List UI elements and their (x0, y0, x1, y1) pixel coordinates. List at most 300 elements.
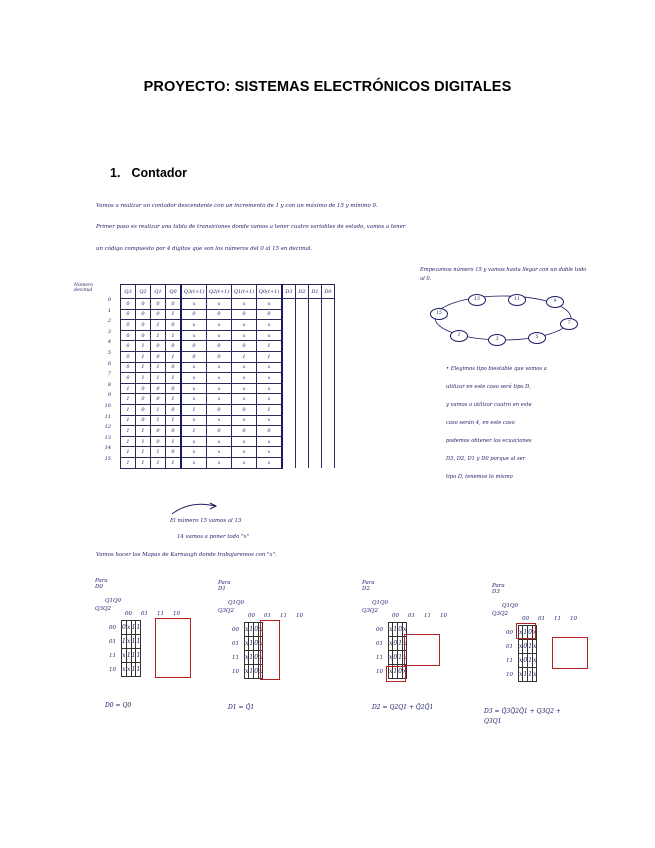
table-cell: x (232, 330, 257, 341)
table-cell: x (207, 362, 232, 373)
karnaugh-cell: 0 (523, 640, 528, 654)
karnaugh-cell: x (403, 665, 407, 679)
table-row (121, 447, 335, 458)
table-cell: x (232, 373, 257, 384)
table-cell (282, 320, 296, 331)
table-cell: 0 (136, 320, 151, 331)
table-cell (322, 341, 335, 352)
decimal-column (79, 297, 111, 467)
table-row (121, 457, 335, 468)
decimal-value: 3 (107, 328, 111, 335)
karnaugh-group (552, 637, 588, 669)
karnaugh-cell: x (245, 637, 249, 651)
table-cell: 1 (121, 426, 136, 437)
table-cell: 1 (257, 351, 283, 362)
table-cell: 0 (136, 383, 151, 394)
karnaugh-row-header: 10 (109, 667, 116, 673)
table-cell: x (257, 320, 283, 331)
karnaugh-row-label: Q3Q2 (362, 608, 379, 614)
transition-table (120, 284, 335, 469)
karnaugh-col-header: 00 (125, 611, 132, 617)
table-cell (282, 457, 296, 468)
table-cell (322, 415, 335, 426)
table-cell (322, 383, 335, 394)
table-cell: 1 (121, 457, 136, 468)
table-cell: x (207, 320, 232, 331)
karnaugh-cell: x (533, 668, 537, 682)
table-cell (309, 426, 322, 437)
table-cell: x (257, 330, 283, 341)
karnaugh-cell: 0 (523, 654, 528, 668)
karnaugh-cell: 1 (393, 665, 398, 679)
karnaugh-row-header: 10 (376, 669, 383, 675)
table-cell (296, 373, 309, 384)
table-cell: 0 (136, 309, 151, 320)
table-cell: 0 (232, 404, 257, 415)
page-title: PROYECTO: SISTEMAS ELECTRÓNICOS DIGITALES (143, 79, 512, 95)
karnaugh-cell: 1 (122, 635, 127, 649)
table-cell: 0 (121, 362, 136, 373)
karnaugh-col-label: Q1Q0 (105, 598, 122, 604)
karnaugh-col-header: 10 (173, 611, 180, 617)
table-cell (322, 330, 335, 341)
table-cell (322, 457, 335, 468)
karnaugh-col-header: 11 (424, 613, 431, 619)
karnaugh-row-header: 01 (376, 641, 383, 647)
table-cell: 1 (136, 362, 151, 373)
karnaugh-col-label: Q1Q0 (228, 600, 245, 606)
table-cell (296, 383, 309, 394)
table-cell: 0 (136, 299, 151, 310)
karnaugh-row-header: 11 (506, 658, 513, 664)
table-cell: 1 (257, 341, 283, 352)
table-cell: x (257, 436, 283, 447)
decimal-value: 12 (104, 424, 111, 431)
karnaugh-equation: D0 = Q0 (105, 702, 132, 709)
karnaugh-col-label: Q1Q0 (372, 600, 389, 606)
table-cell: 0 (121, 330, 136, 341)
karnaugh-cell: x (259, 623, 263, 637)
table-row (121, 330, 335, 341)
karnaugh-row-header: 01 (232, 641, 239, 647)
table-cell (282, 362, 296, 373)
table-cell (296, 351, 309, 362)
table-cell: 0 (181, 351, 207, 362)
karnaugh-cell: 1 (136, 663, 141, 677)
table-cell: 1 (151, 373, 166, 384)
table-header-cell: Q1(t+1) (232, 285, 257, 299)
table-row (121, 362, 335, 373)
table-row (121, 436, 335, 447)
karnaugh-cell: x (519, 668, 523, 682)
table-cell: 0 (151, 341, 166, 352)
karnaugh-cell: 1 (393, 623, 398, 637)
karnaugh-group (260, 620, 280, 680)
table-row (121, 426, 335, 437)
table-cell: 0 (207, 309, 232, 320)
side-note-line: D3, D2, D1 y D0 porque al ser (446, 456, 526, 462)
note-line-3: un código compuesto por 4 dígitos que son los números del 0 al 15 en decimal. (96, 246, 313, 252)
karnaugh-cell: 1 (136, 649, 141, 663)
table-cell: 0 (207, 426, 232, 437)
karnaugh-cell: x (259, 651, 263, 665)
karnaugh-group (155, 618, 191, 678)
decimal-column-label: Número decimal (74, 283, 94, 293)
table-cell: 0 (166, 362, 182, 373)
karnaugh-cell: 0 (393, 651, 398, 665)
table-cell: x (181, 457, 207, 468)
table-cell (309, 330, 322, 341)
table-cell: 0 (166, 447, 182, 458)
table-cell: x (181, 320, 207, 331)
karnaugh-cell: 1 (131, 621, 136, 635)
karnaugh-row-header: 11 (109, 653, 116, 659)
table-cell: 1 (151, 457, 166, 468)
table-note-2: 14 vamos a poner todo "x" (177, 534, 250, 540)
table-cell: 1 (136, 341, 151, 352)
section-label: Contador (131, 166, 188, 180)
karnaugh-cell: 1 (398, 651, 403, 665)
table-header-cell: D1 (309, 285, 322, 299)
karnaugh-cell: x (245, 623, 249, 637)
table-header-cell: D2 (296, 285, 309, 299)
table-header-cell: Q2(t+1) (207, 285, 232, 299)
karnaugh-row-header: 00 (506, 630, 513, 636)
table-cell: 1 (121, 404, 136, 415)
karnaugh-cell: x (519, 654, 523, 668)
table-cell (322, 299, 335, 310)
state-node: 7 (560, 318, 578, 330)
table-cell: x (232, 362, 257, 373)
table-cell: 1 (166, 309, 182, 320)
karnaugh-row-header: 11 (232, 655, 239, 661)
table-cell: x (181, 415, 207, 426)
table-cell: x (257, 383, 283, 394)
table-cell: 0 (232, 426, 257, 437)
karnaugh-col-header: 01 (141, 611, 148, 617)
table-cell: 0 (166, 320, 182, 331)
table-row (121, 415, 335, 426)
table-row (121, 383, 335, 394)
table-cell (296, 404, 309, 415)
table-cell: x (207, 436, 232, 447)
table-cell: x (181, 383, 207, 394)
decimal-value: 6 (107, 360, 111, 367)
note-line-1: Vamos a realizar un contador descendente con un incremento de 1 y con un máximo de 15 y mínimo 0. (96, 203, 378, 209)
table-header-cell: Q3 (121, 285, 136, 299)
state-node: 9 (546, 296, 564, 308)
karnaugh-cell: x (126, 635, 131, 649)
karnaugh-row-label: Q3Q2 (218, 608, 235, 614)
karnaugh-cell: x (403, 623, 407, 637)
karnaugh-col-header: 10 (570, 616, 577, 622)
table-cell (322, 351, 335, 362)
side-note-line: utilizar en este caso será tipo D, (446, 384, 531, 390)
karnaugh-cell: 0 (398, 623, 403, 637)
table-cell: x (207, 415, 232, 426)
arrow-icon (170, 498, 220, 518)
karnaugh-col-header: 10 (440, 613, 447, 619)
table-cell (296, 362, 309, 373)
decimal-value: 5 (107, 349, 111, 356)
karnaugh-cell: x (519, 640, 523, 654)
table-cell: x (232, 457, 257, 468)
table-cell (309, 373, 322, 384)
table-cell: 0 (121, 309, 136, 320)
decimal-value: 7 (107, 371, 111, 378)
table-cell: x (181, 330, 207, 341)
table-cell: 1 (166, 330, 182, 341)
karnaugh-cell: 1 (249, 637, 254, 651)
karnaugh-cell: 1 (528, 668, 533, 682)
table-cell: 1 (151, 447, 166, 458)
table-cell: 1 (136, 351, 151, 362)
table-cell: x (257, 299, 283, 310)
side-note-line: • Elegimos tipo biestable que vamos a (446, 366, 547, 372)
table-cell: x (257, 362, 283, 373)
karnaugh-cell: 1 (249, 623, 254, 637)
table-cell: x (257, 394, 283, 405)
karnaugh-cell: x (389, 665, 393, 679)
table-cell (309, 436, 322, 447)
karnaugh-col-header: 10 (296, 613, 303, 619)
table-cell: 0 (257, 309, 283, 320)
table-cell: x (207, 457, 232, 468)
table-cell: 0 (151, 309, 166, 320)
table-cell: 0 (151, 299, 166, 310)
karnaugh-cell: x (259, 637, 263, 651)
karnaugh-col-header: 00 (392, 613, 399, 619)
table-cell (322, 309, 335, 320)
table-cell (296, 447, 309, 458)
table-cell (296, 415, 309, 426)
table-row (121, 299, 335, 310)
decimal-value: 15 (104, 455, 111, 462)
section-heading (110, 166, 187, 180)
table-cell: 1 (181, 404, 207, 415)
table-cell: 1 (136, 373, 151, 384)
table-cell (322, 447, 335, 458)
table-cell: 0 (166, 404, 182, 415)
table-cell: 1 (166, 415, 182, 426)
table-cell (282, 299, 296, 310)
decimal-value: 9 (107, 392, 111, 399)
table-cell: 0 (232, 309, 257, 320)
karnaugh-cell: 0 (122, 621, 127, 635)
table-cell: 1 (136, 447, 151, 458)
karnaugh-cell: x (126, 621, 131, 635)
table-cell (296, 426, 309, 437)
table-cell: 0 (151, 436, 166, 447)
table-cell (296, 394, 309, 405)
table-cell: 0 (151, 383, 166, 394)
table-cell: x (181, 394, 207, 405)
karnaugh-cell: x (122, 649, 127, 663)
karnaugh-cell: 0 (254, 665, 259, 679)
table-cell (322, 426, 335, 437)
table-cell: 1 (121, 447, 136, 458)
karnaugh-cell: x (403, 637, 407, 651)
table-cell (309, 447, 322, 458)
karnaugh-row-header: 11 (376, 655, 383, 661)
karnaugh-cell: 0 (254, 637, 259, 651)
table-row (121, 404, 335, 415)
table-cell: x (257, 457, 283, 468)
table-cell: x (232, 415, 257, 426)
karnaugh-row-label: Q3Q2 (492, 611, 509, 617)
table-cell: 1 (121, 436, 136, 447)
table-cell (322, 362, 335, 373)
karnaugh-col-header: 11 (554, 616, 561, 622)
table-cell (309, 383, 322, 394)
karnaugh-cell: 1 (131, 635, 136, 649)
table-cell: 0 (257, 426, 283, 437)
karnaugh-row-header: 01 (506, 644, 513, 650)
table-cell: 0 (121, 373, 136, 384)
karnaugh-note: Vamos hacer los Mapas de Karnaugh donde trabajaremos con "x". (96, 552, 277, 558)
table-cell (282, 447, 296, 458)
state-node: 11 (508, 294, 526, 306)
karnaugh-group (404, 634, 440, 666)
table-row (121, 320, 335, 331)
karnaugh-cell: 1 (523, 626, 528, 640)
decimal-value: 2 (107, 318, 111, 325)
table-cell (309, 309, 322, 320)
table-cell: 0 (181, 309, 207, 320)
karnaugh-cell: 1 (131, 663, 136, 677)
karnaugh-cell: 1 (528, 640, 533, 654)
table-cell (282, 351, 296, 362)
table-cell: 0 (166, 426, 182, 437)
table-cell (309, 394, 322, 405)
karnaugh-cell: x (533, 626, 537, 640)
section-number: 1. (110, 166, 121, 180)
karnaugh-group (386, 666, 406, 682)
table-cell: x (257, 447, 283, 458)
karnaugh-grid (121, 620, 141, 677)
table-cell (282, 309, 296, 320)
table-cell: 0 (121, 351, 136, 362)
karnaugh-cell: 1 (528, 654, 533, 668)
karnaugh-cell: 1 (131, 649, 136, 663)
decimal-value: 8 (107, 381, 111, 388)
table-cell: 1 (257, 404, 283, 415)
decimal-value: 13 (104, 434, 111, 441)
table-cell: 1 (166, 436, 182, 447)
table-cell: x (232, 299, 257, 310)
table-header-cell: Q3(t+1) (181, 285, 207, 299)
karnaugh-col-header: 11 (157, 611, 164, 617)
table-cell: 0 (207, 341, 232, 352)
karnaugh-cell: x (126, 663, 131, 677)
karnaugh-row-header: 00 (376, 627, 383, 633)
karnaugh-cell: x (533, 654, 537, 668)
table-cell (309, 362, 322, 373)
karnaugh-row-header: 00 (109, 625, 116, 631)
table-cell: 0 (121, 320, 136, 331)
table-cell (296, 299, 309, 310)
karnaugh-cell: x (389, 623, 393, 637)
table-cell: 1 (121, 394, 136, 405)
table-cell: 1 (181, 426, 207, 437)
table-cell: x (181, 447, 207, 458)
karnaugh-title: Para D2 (362, 580, 375, 592)
table-cell: 1 (166, 394, 182, 405)
table-cell: 0 (166, 299, 182, 310)
table-row (121, 373, 335, 384)
karnaugh-cell: x (245, 651, 249, 665)
table-cell: x (232, 320, 257, 331)
karnaugh-cell: 1 (126, 649, 131, 663)
karnaugh-col-header: 01 (408, 613, 415, 619)
karnaugh-equation: D3 = Q̄3Q̄2Q̄1 + Q3Q2 + Q3Q1 (484, 708, 561, 725)
karnaugh-cell: x (245, 665, 249, 679)
karnaugh-row-label: Q3Q2 (95, 606, 112, 612)
side-note-line: y vamos a utilizar cuatro en este (446, 402, 532, 408)
table-cell (296, 457, 309, 468)
table-cell (282, 330, 296, 341)
table-cell: 1 (232, 351, 257, 362)
table-cell: x (232, 447, 257, 458)
table-cell (296, 330, 309, 341)
table-cell (282, 373, 296, 384)
table-cell: x (232, 383, 257, 394)
karnaugh-col-header: 00 (248, 613, 255, 619)
state-node: 13 (468, 294, 486, 306)
karnaugh-title: Para D0 (95, 578, 108, 590)
table-cell (282, 394, 296, 405)
table-row (121, 351, 335, 362)
karnaugh-cell: 0 (254, 651, 259, 665)
karnaugh-cell: x (389, 637, 393, 651)
karnaugh-cell: x (403, 651, 407, 665)
karnaugh-cell: 0 (398, 665, 403, 679)
karnaugh-row-header: 00 (232, 627, 239, 633)
karnaugh-cell: 1 (136, 635, 141, 649)
karnaugh-col-header: 01 (264, 613, 271, 619)
table-cell: 1 (151, 320, 166, 331)
karnaugh-cell: x (259, 665, 263, 679)
decimal-value: 10 (104, 402, 111, 409)
table-row (121, 341, 335, 352)
table-header-cell: Q0 (166, 285, 182, 299)
table-cell: 1 (121, 415, 136, 426)
table-cell: x (181, 299, 207, 310)
table-cell: 0 (136, 404, 151, 415)
note-line-2: Primer paso es realizar una tabla de transiciones donde vamos a tener cuatro variables de estado, vamos a tener (96, 224, 406, 230)
table-cell: 1 (151, 415, 166, 426)
side-note-line: caso serán 4, en este caso (446, 420, 515, 426)
table-cell (309, 415, 322, 426)
karnaugh-cell: x (389, 651, 393, 665)
karnaugh-col-header: 11 (280, 613, 287, 619)
karnaugh-title: Para D3 (492, 583, 505, 595)
table-cell: x (207, 330, 232, 341)
karnaugh-cell: 1 (398, 637, 403, 651)
table-cell (282, 383, 296, 394)
karnaugh-cell: x (519, 626, 523, 640)
table-cell: 0 (136, 330, 151, 341)
table-cell (282, 426, 296, 437)
table-cell (322, 394, 335, 405)
karnaugh-cell: x (122, 663, 127, 677)
side-note (446, 366, 596, 492)
table-header-cell: Q0(t+1) (257, 285, 283, 299)
table-cell (309, 351, 322, 362)
table-cell: 1 (166, 351, 182, 362)
table-cell: x (207, 383, 232, 394)
table-cell: 1 (151, 330, 166, 341)
